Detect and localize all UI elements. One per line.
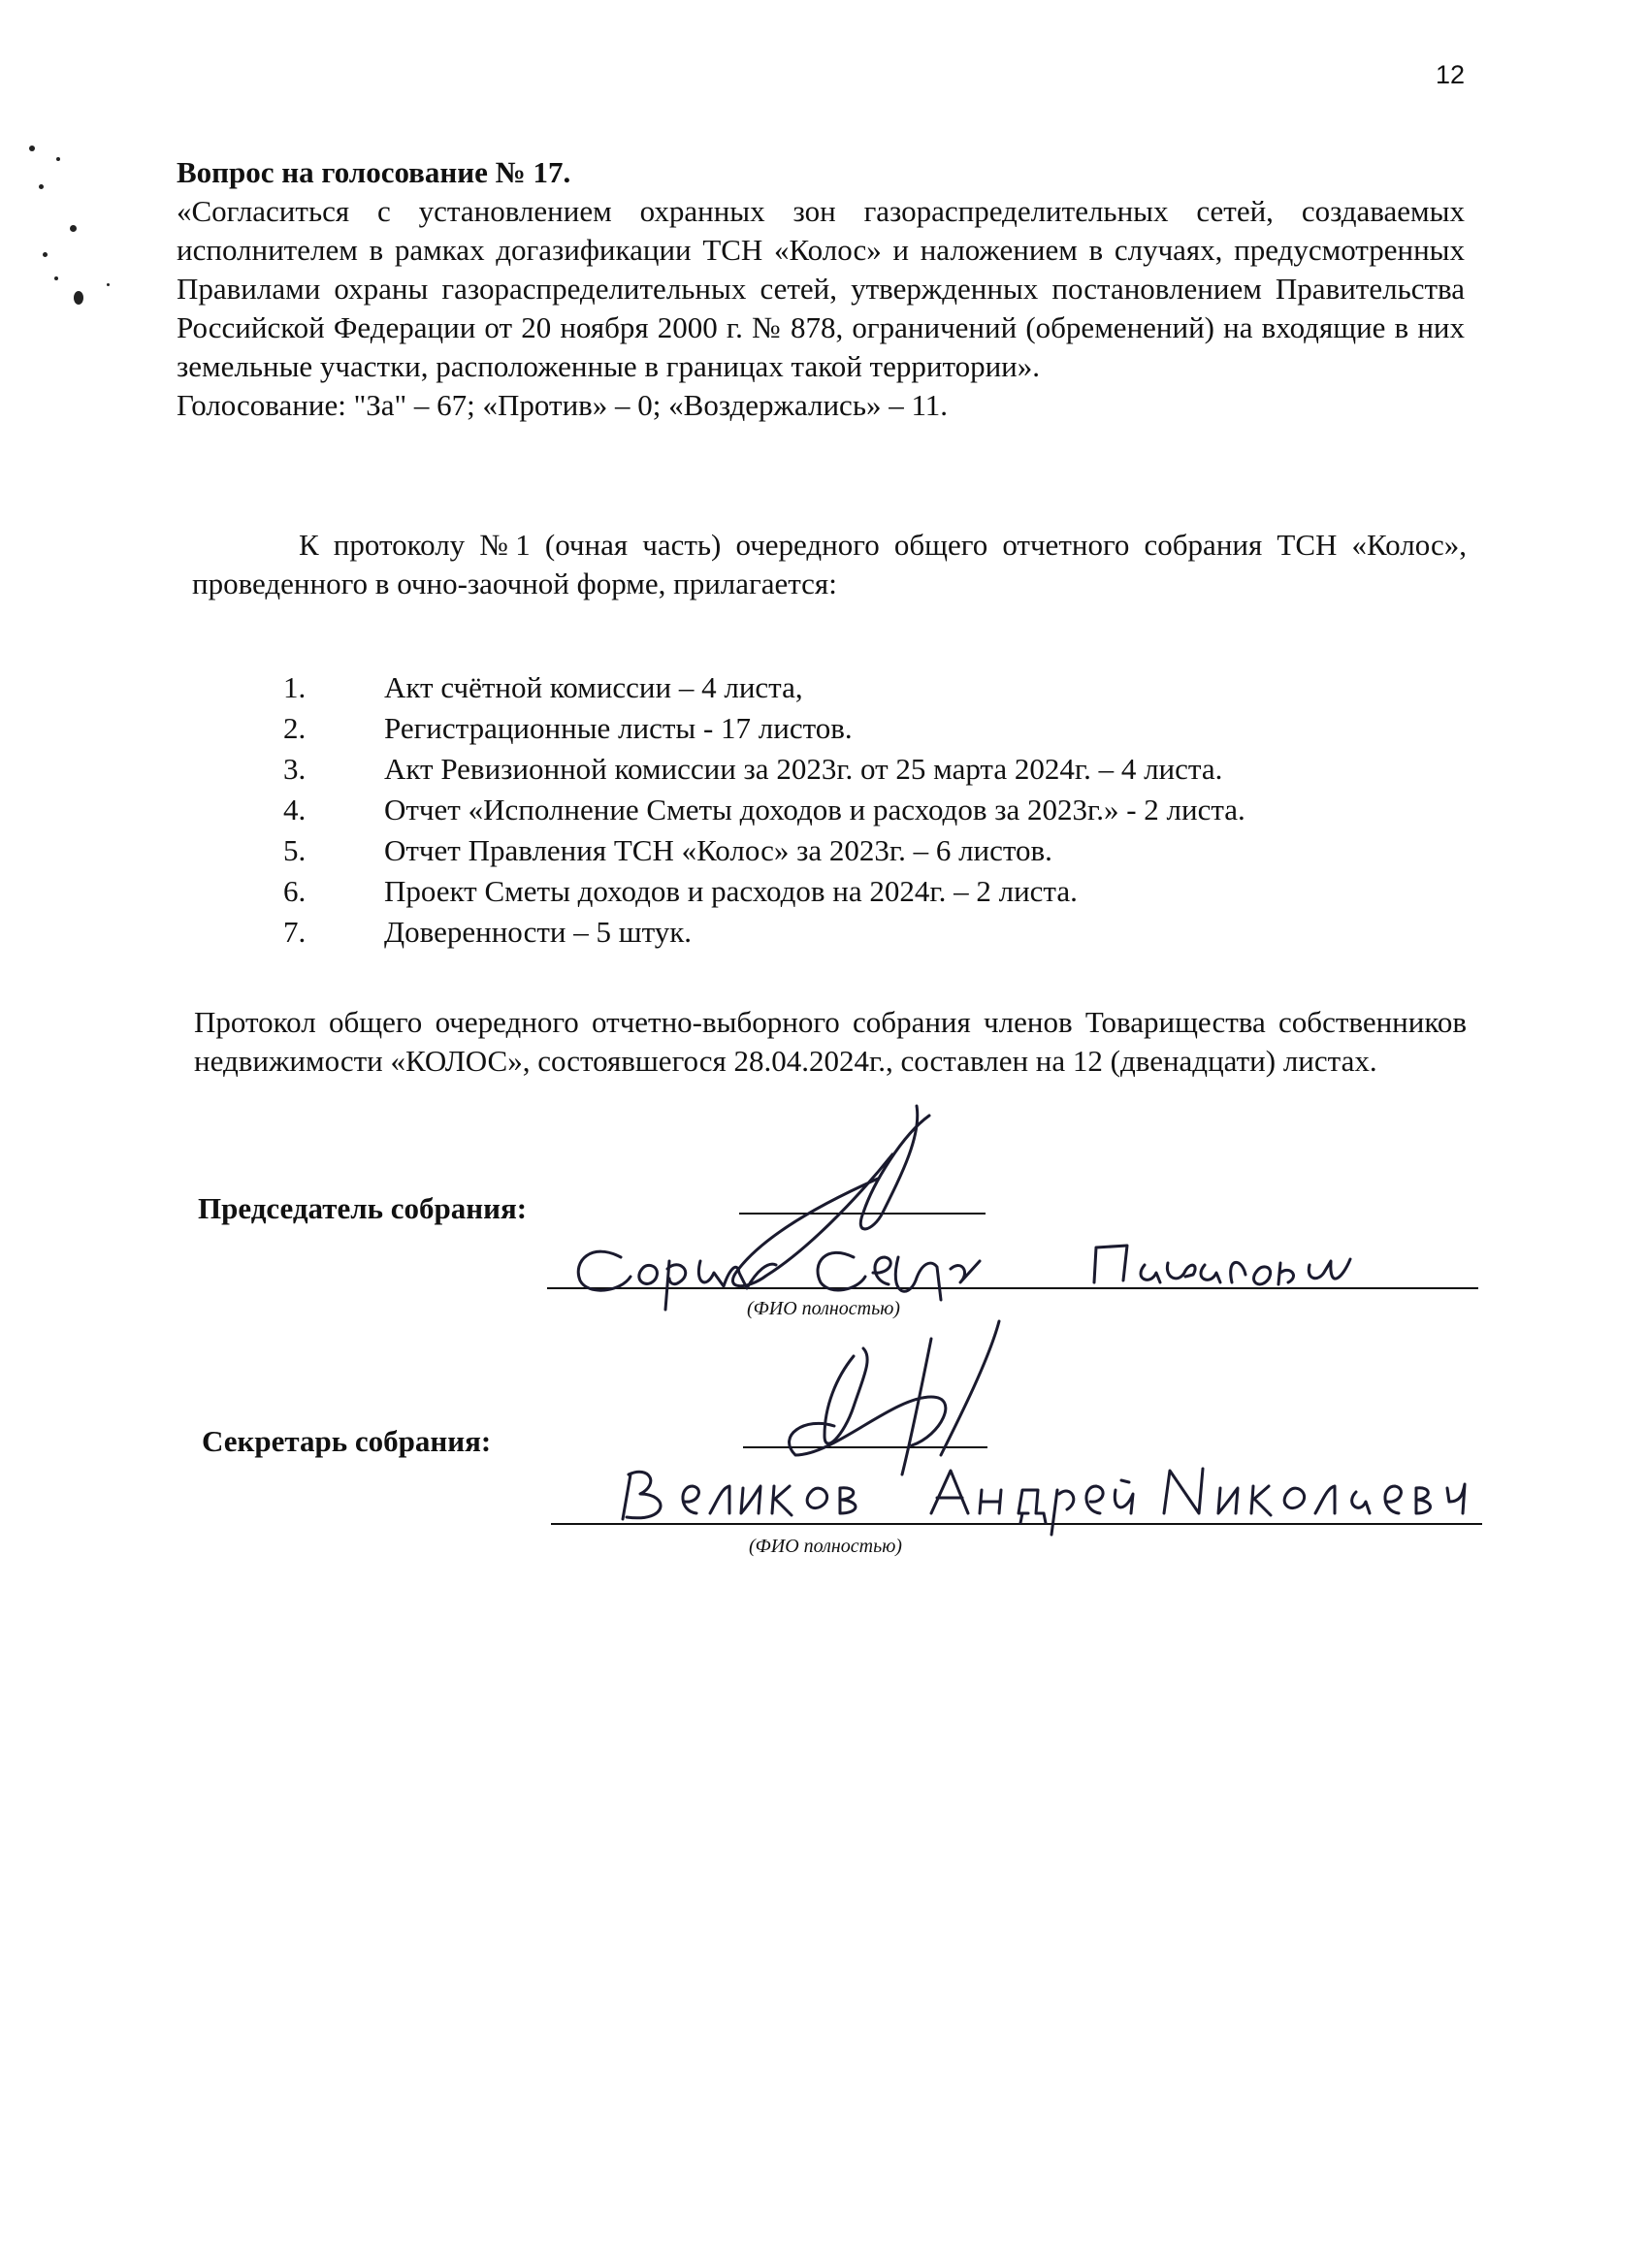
list-item-number: 6. [283, 874, 307, 908]
list-item-text: Проект Сметы доходов и расходов на 2024г. – 2 листа. [384, 874, 1078, 908]
list-item-number: 2. [283, 711, 307, 745]
question-text: «Согласиться с установлением охранных зон газораспределительных сетей, создаваемых исполнителем в рамках догазификации ТСН «Колос» и наложением в случаях, предусмотренных Правилами охраны газораспределительных сетей, утвержденных постановлением Правительства Российской Федерации от 20 ноября 2000 г. № 878, ограничений (обременений) на входящие в них земельные участки, расположенные в границах такой территории». [177, 194, 1465, 383]
list-item-text: Доверенности – 5 штук. [384, 915, 693, 949]
scan-speck [43, 252, 48, 257]
scan-speck [56, 157, 60, 161]
scan-speck [29, 146, 35, 151]
list-item-text: Акт Ревизионной комиссии за 2023г. от 25 марта 2024г. – 4 листа. [384, 752, 1223, 786]
secretary-label: Секретарь собрания: [202, 1424, 492, 1458]
list-item-number: 5. [283, 833, 307, 867]
page-number: 12 [1436, 60, 1466, 89]
question-title: Вопрос на голосование № 17. [177, 155, 571, 189]
list-item-text: Отчет «Исполнение Сметы доходов и расходов за 2023г.» - 2 листа. [384, 793, 1245, 826]
chair-label: Председатель собрания: [198, 1191, 528, 1225]
list-item-number: 3. [283, 752, 307, 786]
closing-statement: Протокол общего очередного отчетно-выборного собрания членов Товарищества собственников недвижимости «КОЛОС», состоявшегося 28.04.2024г., составлен на 12 (двенадцати) листах. [194, 1005, 1467, 1078]
scan-speck [39, 184, 44, 189]
secretary-name-caption: (ФИО полностью) [749, 1536, 902, 1557]
chair-handwritten-name [578, 1246, 1350, 1310]
secretary-signature [790, 1321, 999, 1474]
list-item-text: Отчет Правления ТСН «Колос» за 2023г. – 6 листов. [384, 833, 1052, 867]
attachment-intro: К протоколу №1 (очная часть) очередного общего отчетного собрания ТСН «Колос», проведенного в очно-заочной форме, прилагается: [192, 528, 1467, 600]
list-item-number: 7. [283, 915, 307, 949]
list-item-text: Регистрационные листы - 17 листов. [384, 711, 853, 745]
scan-speck [54, 276, 58, 280]
list-item-number: 4. [283, 793, 307, 826]
list-item-number: 1. [283, 670, 307, 704]
scan-speck [74, 291, 83, 305]
chair-name-caption: (ФИО полностью) [747, 1298, 900, 1319]
scan-speck [70, 225, 77, 232]
vote-result: Голосование: "За" – 67; «Против» – 0; «Воздержались» – 11. [177, 388, 949, 422]
chair-signature [732, 1106, 929, 1286]
scan-speck [107, 283, 110, 286]
secretary-handwritten-name [623, 1469, 1465, 1535]
list-item-text: Акт счётной комиссии – 4 листа, [384, 670, 803, 704]
